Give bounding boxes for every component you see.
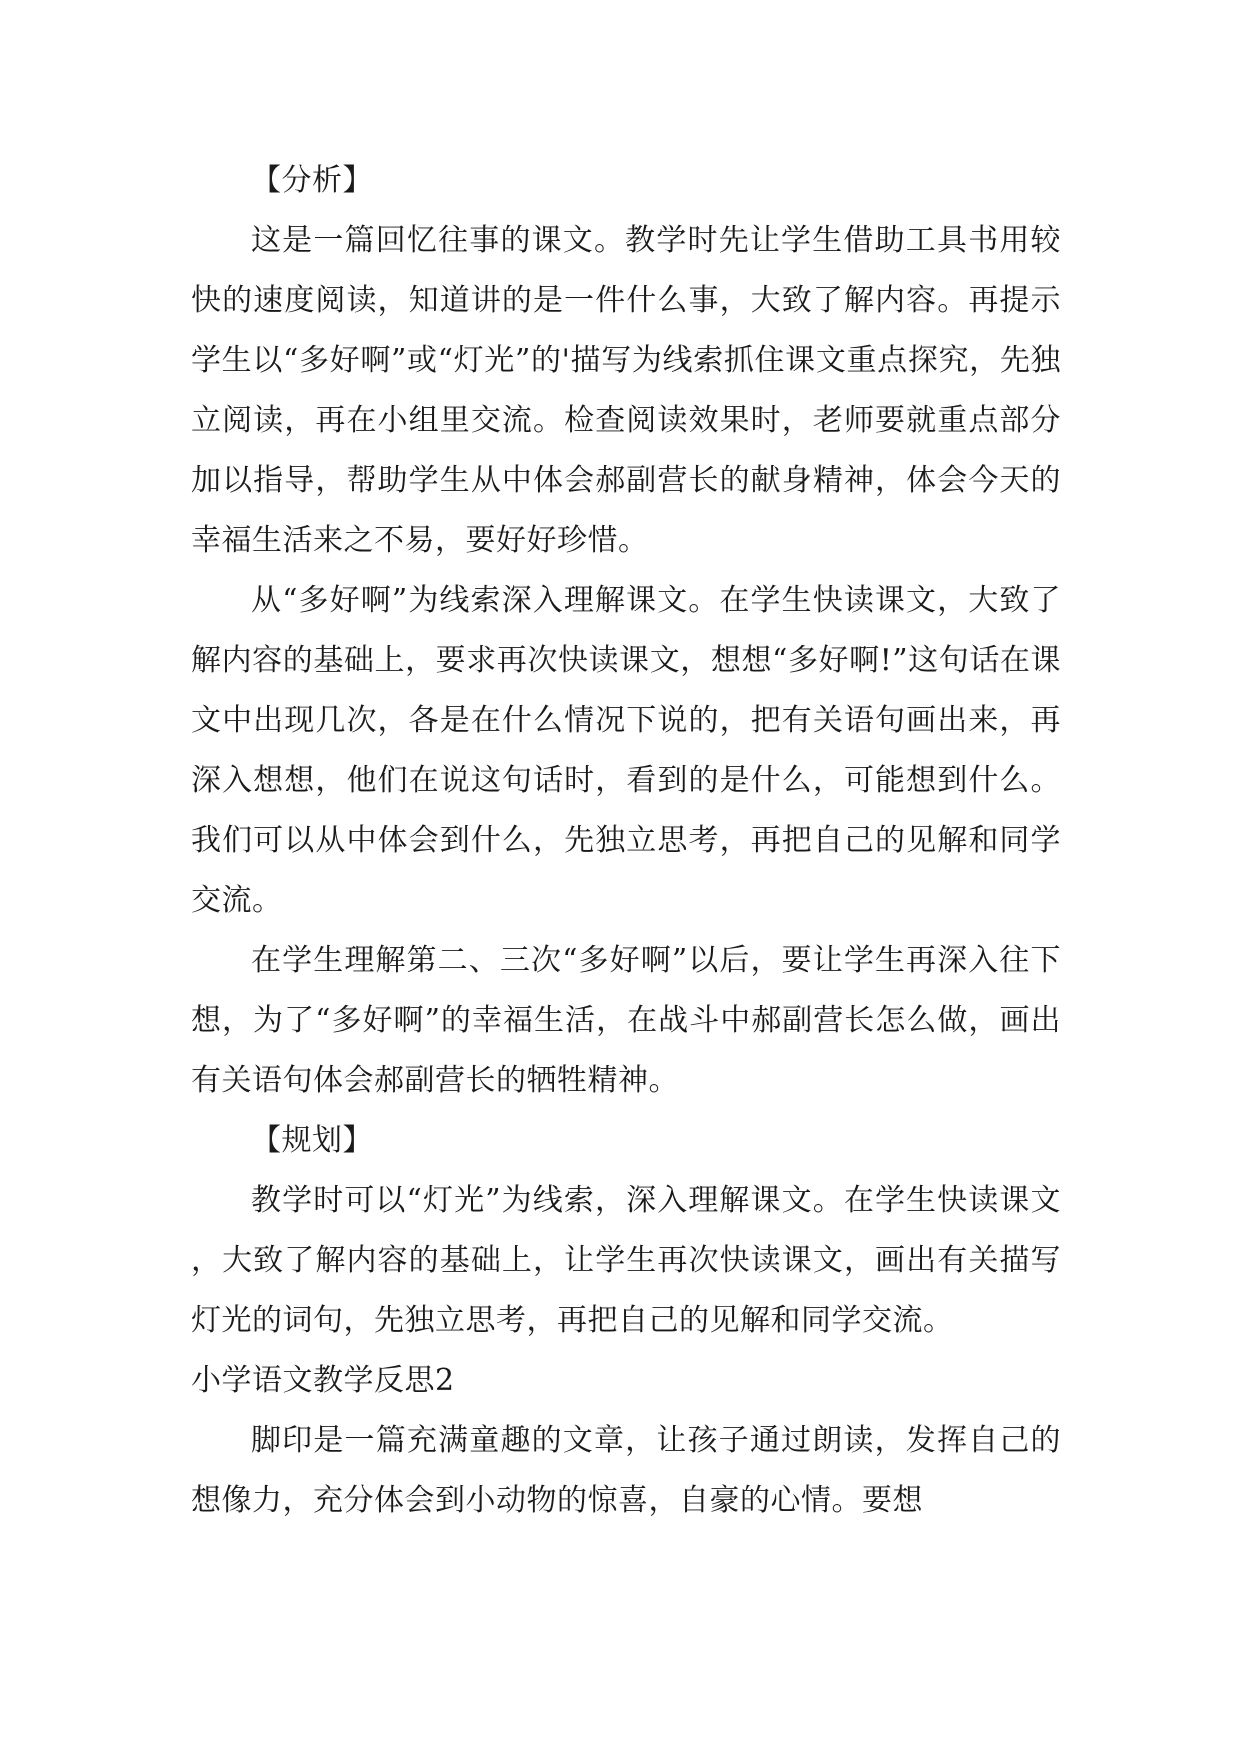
analysis-paragraph-1: 这是一篇回忆往事的课文。教学时先让学生借助工具书用较快的速度阅读，知道讲的是一件什么事，大致了解内容。再提示学生以“多好啊”或“灯光”的'描写为线索抓住课文重点探究，先独立阅读，再在小组里交流。检查阅读效果时，老师要就重点部分加以指导，帮助学生从中体会郝副营长的献身精神，体会今天的幸福生活来之不易，要好好珍惜。 xyxy=(191,223,1061,558)
plan-paragraph-1: 教学时可以“灯光”为线索，深入理解课文。在学生快读课文，大致了解内容的基础上，让学生再次快读课文，画出有关描写灯光的词句，先独立思考，再把自己的见解和同学交流。 xyxy=(191,1183,1061,1338)
analysis-heading: 【分析】 xyxy=(251,163,373,198)
analysis-paragraph-3: 在学生理解第二、三次“多好啊”以后，要让学生再深入往下想，为了“多好啊”的幸福生活，在战斗中郝副营长怎么做，画出有关语句体会郝副营长的牺牲精神。 xyxy=(191,943,1061,1098)
document-page xyxy=(191,151,1061,1531)
section-paragraph-1: 脚印是一篇充满童趣的文章，让孩子通过朗读，发挥自己的想像力，充分体会到小动物的惊喜，自豪的心情。要想 xyxy=(191,1423,1061,1518)
analysis-paragraph-2: 从“多好啊”为线索深入理解课文。在学生快读课文，大致了解内容的基础上，要求再次快读课文，想想“多好啊!”这句话在课文中出现几次，各是在什么情况下说的，把有关语句画出来，再深入想想，他们在说这句话时，看到的是什么，可能想到什么。我们可以从中体会到什么，先独立思考，再把自己的见解和同学交流。 xyxy=(191,583,1061,918)
section-title: 小学语文教学反思2 xyxy=(191,1363,455,1398)
plan-heading: 【规划】 xyxy=(251,1123,373,1158)
